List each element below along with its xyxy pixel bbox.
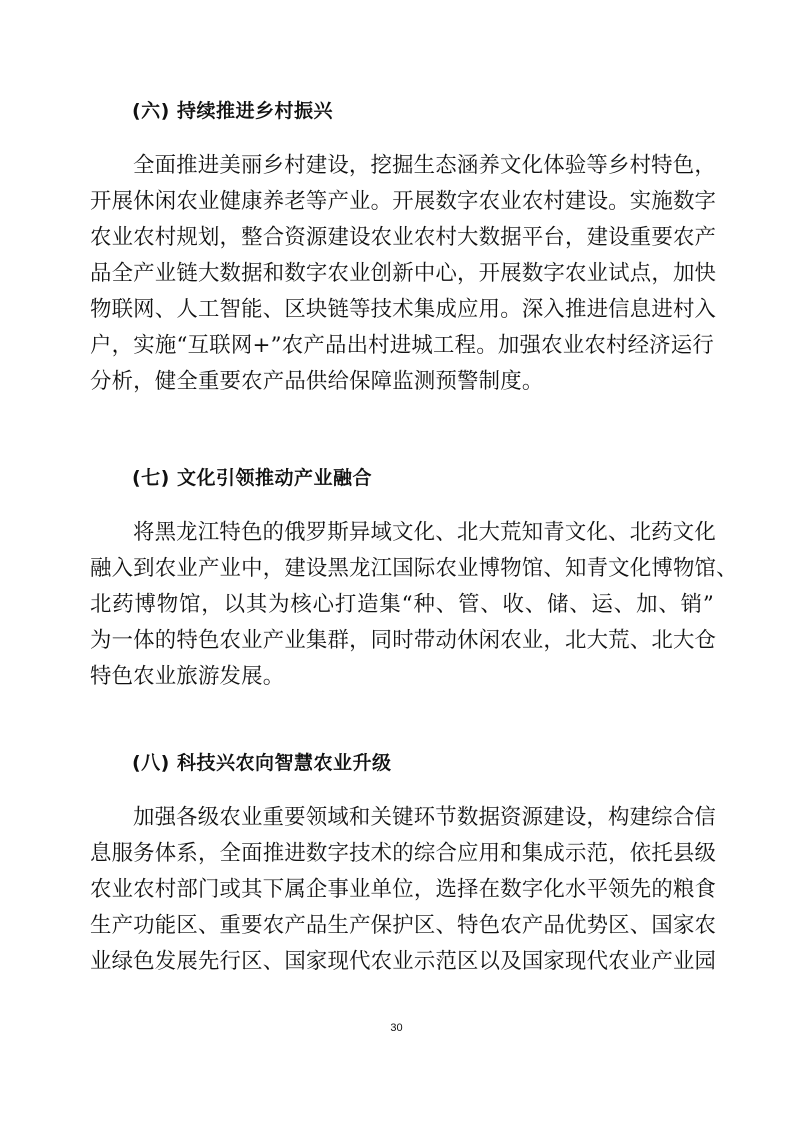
text-line: 为一体的特色农业产业集群，同时带动休闲农业，北大荒、北大仓 — [90, 628, 717, 653]
text-line: 特色农业旅游发展。 — [90, 664, 285, 689]
text-line: 加强各级农业重要领域和关键环节数据资源建设，构建综合信 — [133, 805, 716, 830]
section-paragraph-8 — [90, 800, 717, 980]
text-line: 开展休闲农业健康养老等产业。开展数字农业农村建设。实施数字 — [90, 189, 717, 214]
text-line: 生产功能区、重要农产品生产保护区、特色农产品优势区、国家农 — [90, 913, 717, 938]
text-line: 融入到农业产业中，建设黑龙江国际农业博物馆、知青文化博物馆、 — [90, 556, 738, 581]
section-heading-8: (八) 科技兴农向智慧农业升级 — [132, 752, 392, 774]
text-line: 业绿色发展先行区、国家现代农业示范区以及国家现代农业产业园 — [90, 949, 717, 974]
text-line: 分析，健全重要农产品供给保障监测预警制度。 — [90, 369, 544, 394]
section-heading-6: (六) 持续推进乡村振兴 — [132, 100, 333, 122]
text-line: 户，实施“互联网+”农产品出村进城工程。加强农业农村经济运行 — [90, 333, 714, 358]
text-line: 农业农村规划，整合资源建设农业农村大数据平台，建设重要农产 — [90, 225, 717, 250]
text-line: 物联网、人工智能、区块链等技术集成应用。深入推进信息进村入 — [90, 297, 717, 322]
text-line: 北药博物馆，以其为核心打造集“种、管、收、储、运、加、销” — [90, 592, 714, 617]
section-paragraph-6 — [90, 148, 717, 400]
text-line: 全面推进美丽乡村建设，挖掘生态涵养文化体验等乡村特色， — [133, 153, 716, 178]
text-line: 将黑龙江特色的俄罗斯异域文化、北大荒知青文化、北药文化 — [133, 520, 716, 545]
text-line: 农业农村部门或其下属企事业单位，选择在数字化水平领先的粮食 — [90, 877, 717, 902]
section-heading-7: (七) 文化引领推动产业融合 — [132, 467, 372, 489]
text-line: 息服务体系，全面推进数字技术的综合应用和集成示范，依托县级 — [90, 841, 717, 866]
page-number: 30 — [390, 1022, 403, 1034]
section-paragraph-7 — [90, 515, 738, 695]
text-line: 品全产业链大数据和数字农业创新中心，开展数字农业试点，加快 — [90, 261, 717, 286]
